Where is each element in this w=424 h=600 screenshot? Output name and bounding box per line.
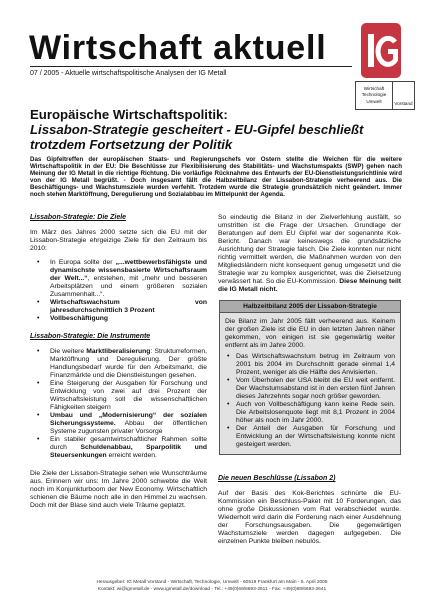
instrument-bullet — [30, 348, 207, 380]
goal-bullet — [30, 299, 207, 315]
bullet-text: Ein stabiler gesamtwirtschaftlicher Rahmen sollte durch — [50, 436, 207, 451]
publication-title: Wirtschaft aktuell — [29, 29, 327, 67]
right-column — [218, 214, 401, 552]
article-lead: Das Gipfeltreffen der europäischen Staats- und Regierungschefs vor Ostern stellte die Weichen für die weitere Wirtschaftspolitik in der EU: Die Beschlüsse zur Flexibilisierung des Stabilitäts- und Wachstumspakts (SWP) gehen nach Meinung der IG Metall in die richtige Richtung. Die vorläufige Rücknahme des Entwurfs der EU-Dienstleistungsrichtlinie wird von der IG Metall begrüßt. - Doch insgesamt fällt die Halbzeitbilanz der Lissabon-Strategie verheerend aus. Die Beschäftigungs- und Wachstumsziele wurden verfehlt. Trotzdem wurde die Strategie grundsätzlich nicht geändert. Immer noch stehen Marktöffnung, Deregulierung und Sozialabbau im Mittelpunkt der Agenda. — [30, 156, 402, 198]
left-column — [30, 214, 207, 516]
footer-publisher: Herausgeber: IG Metall Vorstand - Wirtschaft, Technologie, Umwelt - 60519 Frankfurt am Main - 5. April 2005 — [96, 580, 328, 585]
footer-contact: Kontakt: wi@igmetall.de - www.igmetall.de/download - Tel.: +49(0)69/6693-2611 - Fax: +49(0)69/6693-2641 — [97, 587, 327, 592]
section-heading-goals: Lissabon-Strategie: Die Ziele — [30, 214, 127, 221]
box-bullet: • Das Wirtschaftswachstum betrug im Zeitraum von 2001 bis 2004 im Durchschnitt gerade einmal 1,4 Prozent, weniger als die Hälfte des Anvisierten. — [225, 353, 395, 377]
article-kicker: Europäische Wirtschaftspolitik: — [30, 107, 228, 122]
goal-bullet — [30, 259, 207, 299]
bullet-text: : Strukturreformen, Marktöffnung und Deregulierung. Der größte Handlungsbedarf wurde für den Arbeitsmarkt, die Finanzmärkte und die Dienstleistungen gesehen. — [50, 348, 207, 379]
bullet-text: Eine Steigerung der Ausgaben für Forschung und Entwicklung von zwei auf drei Prozent der Wirtschaftsleistung soll die wissenschaftlichen Fähigkeiten steigern — [50, 380, 207, 411]
box-bullet: • Auch von Vollbeschäftigung kann keine Rede sein. Die Arbeitslosenquote liegt mit 8,1 Prozent in 2004 höher als noch im Jahr 2000. — [225, 401, 395, 425]
instrument-bullet — [30, 412, 207, 436]
box-list — [225, 353, 395, 449]
department-line: Technologie — [361, 92, 387, 98]
causes-paragraph — [218, 214, 401, 294]
department-table — [355, 81, 415, 110]
causes-emphasis: Diese Meinung teilt die IG Metall nicht. — [218, 278, 401, 293]
issue-line: 07 / 2005 - Aktuelle wirtschaftspolitische Analysen der IG Metall — [30, 70, 227, 77]
goals-intro: Im März des Jahres 2000 setzte sich die EU mit der Lissabon-Strategie ehrgeizige Ziele für den Zeitraum bis 2010: — [30, 229, 207, 252]
instrument-bullet — [30, 436, 207, 460]
department-cell — [356, 82, 393, 109]
bullet-text: Die weitere — [50, 348, 87, 355]
bullet-emphasis: Marktliberalisierung — [86, 348, 151, 355]
box-body — [220, 313, 400, 454]
department-line: Umwelt — [366, 98, 382, 104]
instruments-list — [30, 348, 207, 460]
ig-metall-logo-icon — [361, 23, 401, 78]
article-headline: Lissabon-Strategie gescheitert - EU-Gipfel beschließt trotzdem Fortsetzung der Politik — [30, 122, 364, 152]
box-title: Halbzeitbilanz 2005 der Lissabon-Strategie — [220, 301, 400, 313]
header-rule — [30, 66, 352, 67]
bullet-emphasis: „...wettbewerbsfähigste und dynamischste wissensbasierte Wirtschaftsraum der Welt...“ — [50, 259, 207, 282]
section-heading-decisions: Die neuen Beschlüsse (Lissabon 2) — [218, 475, 336, 482]
instrument-bullet — [30, 380, 207, 412]
goals-list — [30, 259, 207, 323]
decisions-paragraph: Auf der Basis des Kok-Berichtes schnürte die EU-Kommission ein Beschluss-Paket mit 10 Forderungen, das ohne große Diskussionen vom Rat verabschiedet wurde. Wiederholt wird darin die Forderung nach einer Ausdehnung der Forschungsausgaben. Die gegenwärtigen Wachstumsziele werden dagegen aufgegeben. Die einzelnen Punkte bleiben nebulös. — [218, 490, 401, 545]
unit-cell — [393, 82, 414, 109]
unit-label: Vorstand — [394, 100, 413, 106]
box-bullet: • Der Anteil der Ausgaben für Forschung und Entwicklung an der Wirtschaftsleistung konnte nicht gesteigert werden. — [225, 425, 395, 449]
bullet-text: erreicht werden. — [106, 452, 157, 459]
closing-paragraph: Die Ziele der Lissabon-Strategie sehen wie Wunschträume aus. Erinnern wir uns: Im Jahre 2000 schwebte die Welt noch im Konjunkturboom der New Economy. Wirtschaftlich schienen die Bäume noch alle in den Himmel zu wachsen. Doch mit der Blase sind auch viele Träume geplatzt. — [30, 470, 207, 509]
footer — [0, 579, 424, 593]
bullet-emphasis: Umbau und „Modernisierung“ der sozialen Sicherungssysteme. — [50, 412, 207, 427]
bullet-emphasis: Schuldenabbau, Sparpolitik und Steuersenkungen — [50, 444, 207, 459]
section-heading-instruments: Lissabon-Strategie: Die Instrumente — [30, 333, 151, 340]
bullet-text: In Europa sollte der — [50, 259, 116, 266]
bullet-emphasis: Vollbeschäftigung — [50, 315, 109, 322]
department-line: Wirtschaft — [363, 85, 385, 91]
bullet-text: Abbau der öffentlichen Systeme zugunsten privater Vorsorge — [50, 420, 207, 435]
bullet-text: , entstehen, mit „mehr und besseren Arbeitsplätzen und einem größeren sozialen Zusammenhalt...“. — [50, 275, 207, 298]
halbzeitbilanz-box — [219, 300, 401, 455]
goal-bullet — [30, 315, 207, 323]
box-bullet: • Vom Überholen der USA bleibt die EU weit entfernt. Der Wachstumsabstand ist in den ersten fünf Jahren dieses Jahrzehnts sogar noch größer geworden. — [225, 377, 395, 401]
bullet-emphasis: Wirtschaftswachstum von jahresdurchschnittlich 3 Prozent — [50, 299, 207, 314]
box-intro: Die Bilanz im Jahr 2005 fällt verheerend aus. Keinem der großen Ziele ist die EU in den letzten Jahren näher gekommen, von einigen ist sie gegenwärtig weiter entfernt als im Jahre 2000. — [225, 318, 395, 349]
causes-text: So eindeutig die Bilanz in der Zielverfehlung ausfällt, so umstritten ist die Frage der Ursachen. Grundlage der Beratungen auf dem EU Gipfel war der sogenannte Kok-Bericht. Danach war keineswegs die grundsätzliche Ausrichtung der Strategie falsch. Die Ziele konnten nur nicht richtig vermittelt werden, die Maßnahmen wurden von den Mitgliedsländern nicht konsequent genug umgesetzt und die Strategie war zu komplex ausgerichtet, was die Zielsetzung verwässert hat. So die EU-Kommission. — [218, 214, 401, 285]
